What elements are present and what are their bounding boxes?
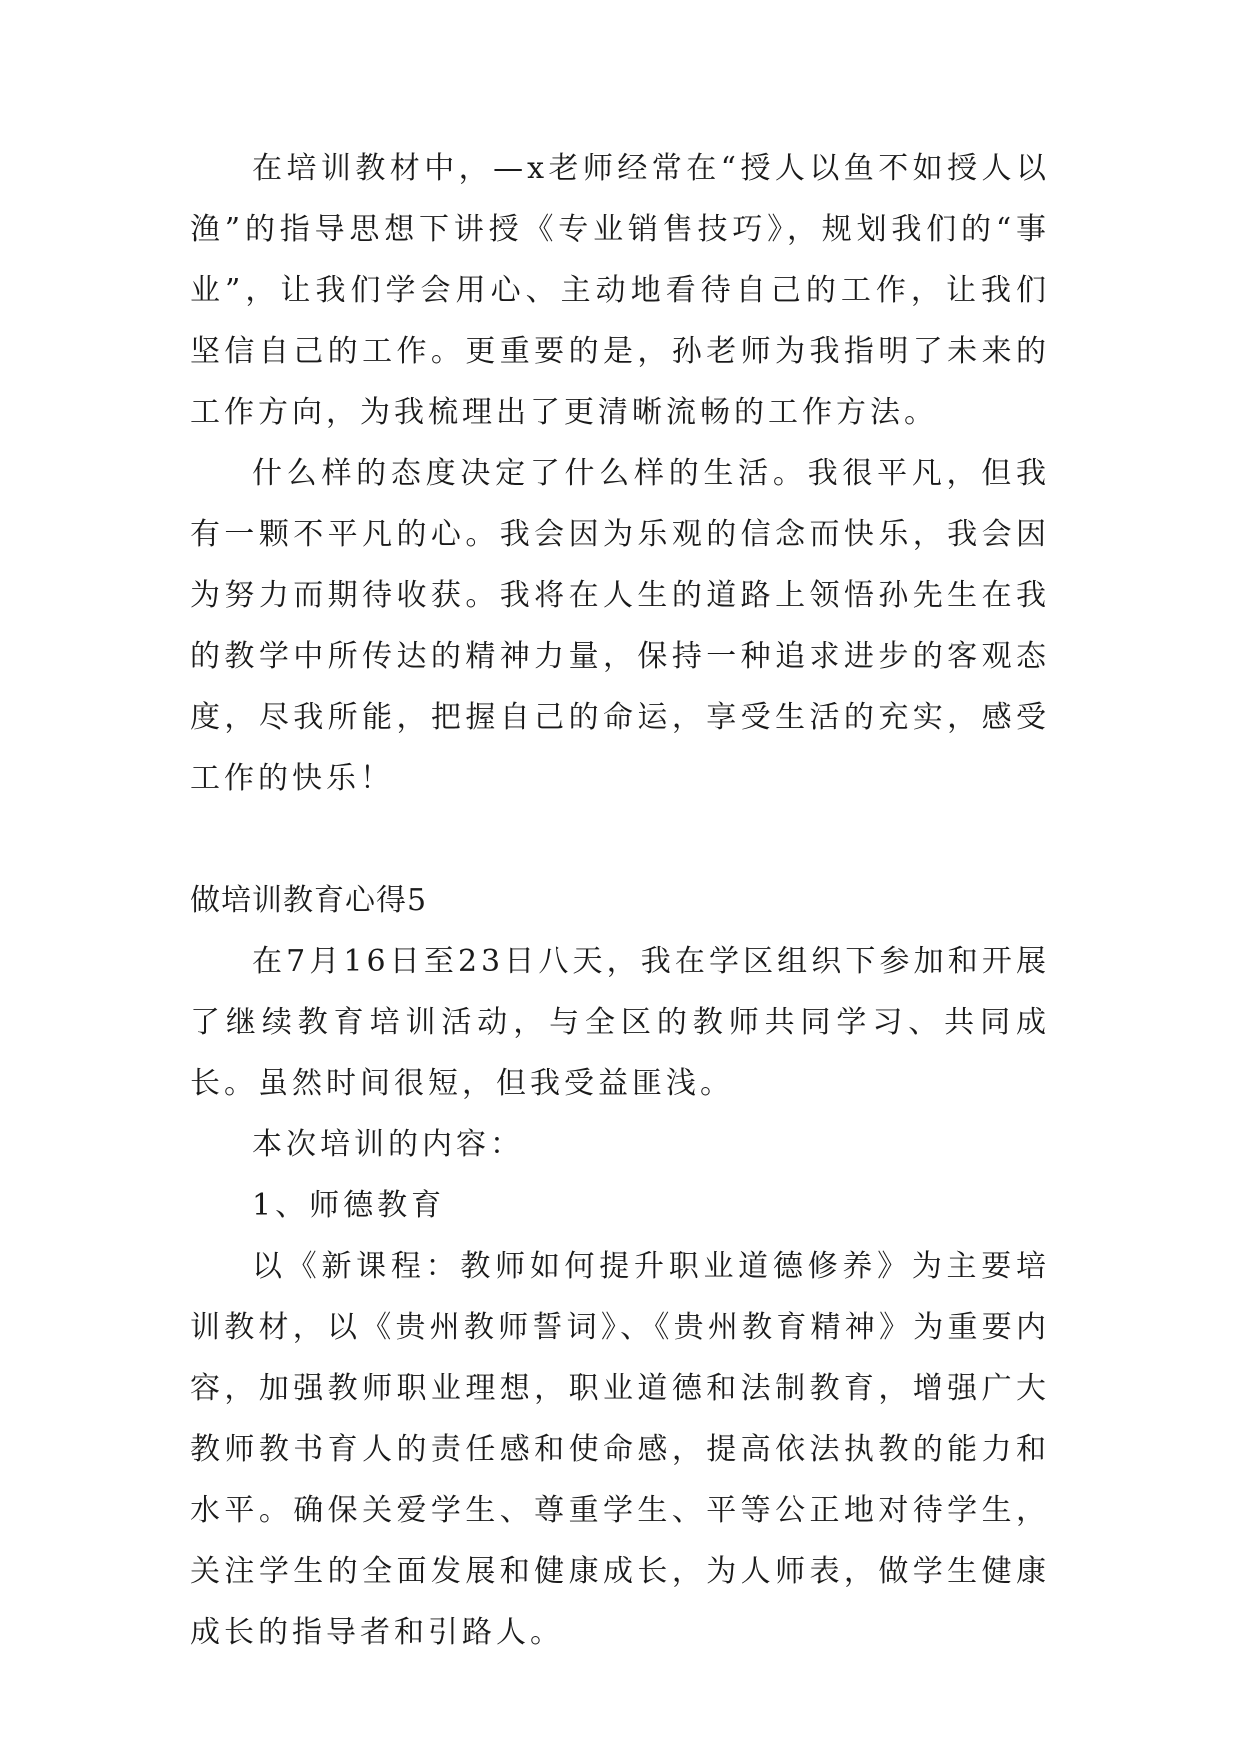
paragraph: 什么样的态度决定了什么样的生活。我很平凡，但我有一颗不平凡的心。我会因为乐观的信念而快乐，我会因为努力而期待收获。我将在人生的道路上领悟孙先生在我的教学中所传达的精神力量，保持一种追求进步的客观态度，尽我所能，把握自己的命运，享受生活的充实，感受工作的快乐！ — [190, 456, 1050, 796]
paragraph: 在培训教材中，—x老师经常在“授人以鱼不如授人以渔”的指导思想下讲授《专业销售技巧》，规划我们的“事业”，让我们学会用心、主动地看待自己的工作，让我们坚信自己的工作。更重要的是，孙老师为我指明了未来的工作方向，为我梳理出了更清晰流畅的工作方法。 — [190, 151, 1050, 430]
paragraph: 在7月16日至23日八天，我在学区组织下参加和开展了继续教育培训活动，与全区的教师共同学习、共同成长。虽然时间很短，但我受益匪浅。 — [190, 944, 1050, 1101]
document-body — [190, 138, 1050, 1663]
list-item: 1、师德教育 — [252, 1188, 446, 1223]
section-heading: 做培训教育心得5 — [190, 883, 428, 918]
paragraph: 本次培训的内容： — [252, 1127, 524, 1162]
paragraph: 以《新课程：教师如何提升职业道德修养》为主要培训教材，以《贵州教师誓词》、《贵州教育精神》为重要内容，加强教师职业理想，职业道德和法制教育，增强广大教师教书育人的责任感和使命感，提高依法执教的能力和水平。确保关爱学生、尊重学生、平等公正地对待学生，关注学生的全面发展和健康成长，为人师表，做学生健康成长的指导者和引路人。 — [190, 1249, 1050, 1650]
